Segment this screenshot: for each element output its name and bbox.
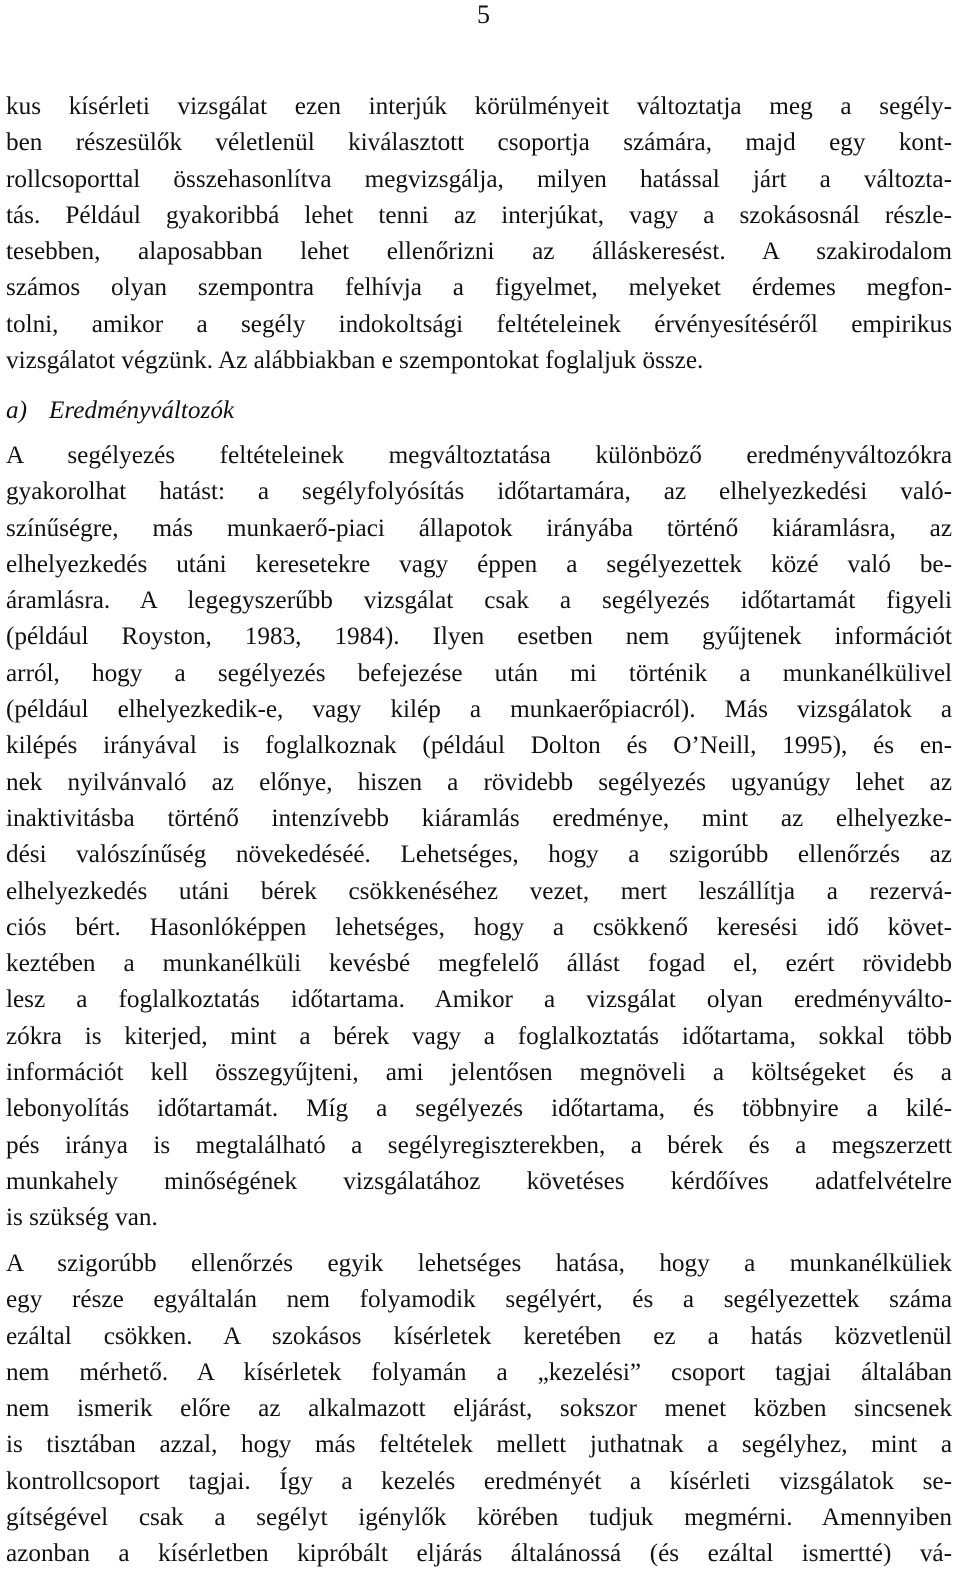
text-line: rollcsoporttal összehasonlítva megvizsgálja, milyen hatással járt a változta- <box>6 165 952 193</box>
text-line: azonban a kísérletben kipróbált eljárás általánossá (és ezáltal ismertté) vá- <box>6 1540 952 1568</box>
text-line: kilépés irányával is foglalkoznak (például Dolton és O’Neill, 1995), és en- <box>6 732 952 760</box>
section-heading-letter: a) <box>6 397 27 424</box>
text-line: egy része egyáltalán nem folyamodik segélyért, és a segélyezettek száma <box>6 1286 952 1314</box>
text-line: gyakorolhat hatást: a segélyfolyósítás időtartamára, az elhelyezkedési való- <box>6 478 952 506</box>
text-line: lebonyolítás időtartamát. Míg a segélyezés időtartama, és többnyire a kilé- <box>6 1095 952 1123</box>
text-line: számos olyan szempontra felhívja a figyelmet, melyeket érdemes megfon- <box>6 274 952 302</box>
text-line: ciós bért. Hasonlóképpen lehetséges, hogy a csökkenő keresési idő követ- <box>6 913 952 941</box>
text-line: munkahely minőségének vizsgálatához követéses kérdőíves adatfelvételre <box>6 1167 952 1195</box>
text-line: arról, hogy a segélyezés befejezése után mi történik a munkanélkülivel <box>6 659 952 687</box>
page-number: 5 <box>477 0 490 29</box>
text-line: (például Royston, 1983, 1984). Ilyen esetben nem gyűjtenek információt <box>6 623 952 651</box>
text-line: elhelyezkedés utáni bérek csökkenéséhez vezet, mert leszállítja a rezervá- <box>6 877 952 905</box>
text-line: áramlásra. A legegyszerűbb vizsgálat csak a segélyezés időtartamát figyeli <box>6 587 952 615</box>
text-line: A segélyezés feltételeinek megváltoztatása különböző eredményváltozókra <box>6 442 952 469</box>
text-line: nem ismerik előre az alkalmazott eljárást, sokszor menet közben sincsenek <box>6 1395 952 1423</box>
section-heading <box>6 393 234 429</box>
text-line: információt kell összegyűjteni, ami jelentősen megnöveli a költségeket és a <box>6 1059 952 1087</box>
text-line: zókra is kiterjed, mint a bérek vagy a foglalkoztatás időtartama, sokkal több <box>6 1022 952 1050</box>
text-line: nek nyilvánvaló az előnye, hiszen a rövidebb segélyezés ugyanúgy lehet az <box>6 768 952 796</box>
text-line: tás. Például gyakoribbá lehet tenni az interjúkat, vagy a szokásosnál részle- <box>6 201 952 229</box>
text-line: dési valószínűség növekedéséé. Lehetséges, hogy a szigorúbb ellenőrzés az <box>6 841 952 869</box>
text-line: tolni, amikor a segély indokoltsági feltételeinek érvényesítéséről empirikus <box>6 310 952 338</box>
text-line: inaktivitásba történő intenzívebb kiáramlás eredménye, mint az elhelyezke- <box>6 804 952 832</box>
text-line: színűségre, más munkaerő-piaci állapotok irányába történő kiáramlásra, az <box>6 514 952 542</box>
text-line: A szigorúbb ellenőrzés egyik lehetséges hatása, hogy a munkanélküliek <box>6 1250 952 1277</box>
text-line: is szükség van. <box>6 1204 158 1232</box>
text-line: ben részesülők véletlenül kiválasztott csoportja számára, majd egy kont- <box>6 129 952 157</box>
paragraph-intro <box>6 89 952 379</box>
text-line: gítségével csak a segélyt igénylők körében tudjuk megmérni. Amennyiben <box>6 1504 952 1532</box>
text-line: vizsgálatot végzünk. Az alábbiakban e szempontokat foglaljuk össze. <box>6 347 704 375</box>
text-line: nem mérhető. A kísérletek folyamán a „kezelési” csoport tagjai általában <box>6 1358 952 1386</box>
paragraph-outcome-variables <box>6 438 952 1237</box>
text-line: kus kísérleti vizsgálat ezen interjúk körülményeit változtatja meg a segély- <box>6 93 952 120</box>
text-line: kontrollcsoport tagjai. Így a kezelés eredményét a kísérleti vizsgálatok se- <box>6 1467 952 1495</box>
text-line: ezáltal csökken. A szokásos kísérletek keretében ez a hatás közvetlenül <box>6 1322 952 1350</box>
text-line: (például elhelyezkedik-e, vagy kilép a munkaerőpiacról). Más vizsgálatok a <box>6 696 952 724</box>
text-line: lesz a foglalkoztatás időtartama. Amikor a vizsgálat olyan eredményválto- <box>6 986 952 1014</box>
text-line: tesebben, alaposabban lehet ellenőrizni az álláskeresést. A szakirodalom <box>6 238 952 266</box>
section-heading-title: Eredményváltozók <box>48 397 235 424</box>
text-line: pés iránya is megtalálható a segélyregiszterekben, a bérek és a megszerzett <box>6 1131 952 1159</box>
text-line: is tisztában azzal, hogy más feltételek mellett juthatnak a segélyhez, mint a <box>6 1431 952 1459</box>
paragraph-stricter-control <box>6 1246 952 1573</box>
text-line: elhelyezkedés utáni keresetekre vagy éppen a segélyezettek közé való be- <box>6 550 952 578</box>
text-line: keztében a munkanélküli kevésbé megfelelő állást fogad el, ezért rövidebb <box>6 950 952 978</box>
